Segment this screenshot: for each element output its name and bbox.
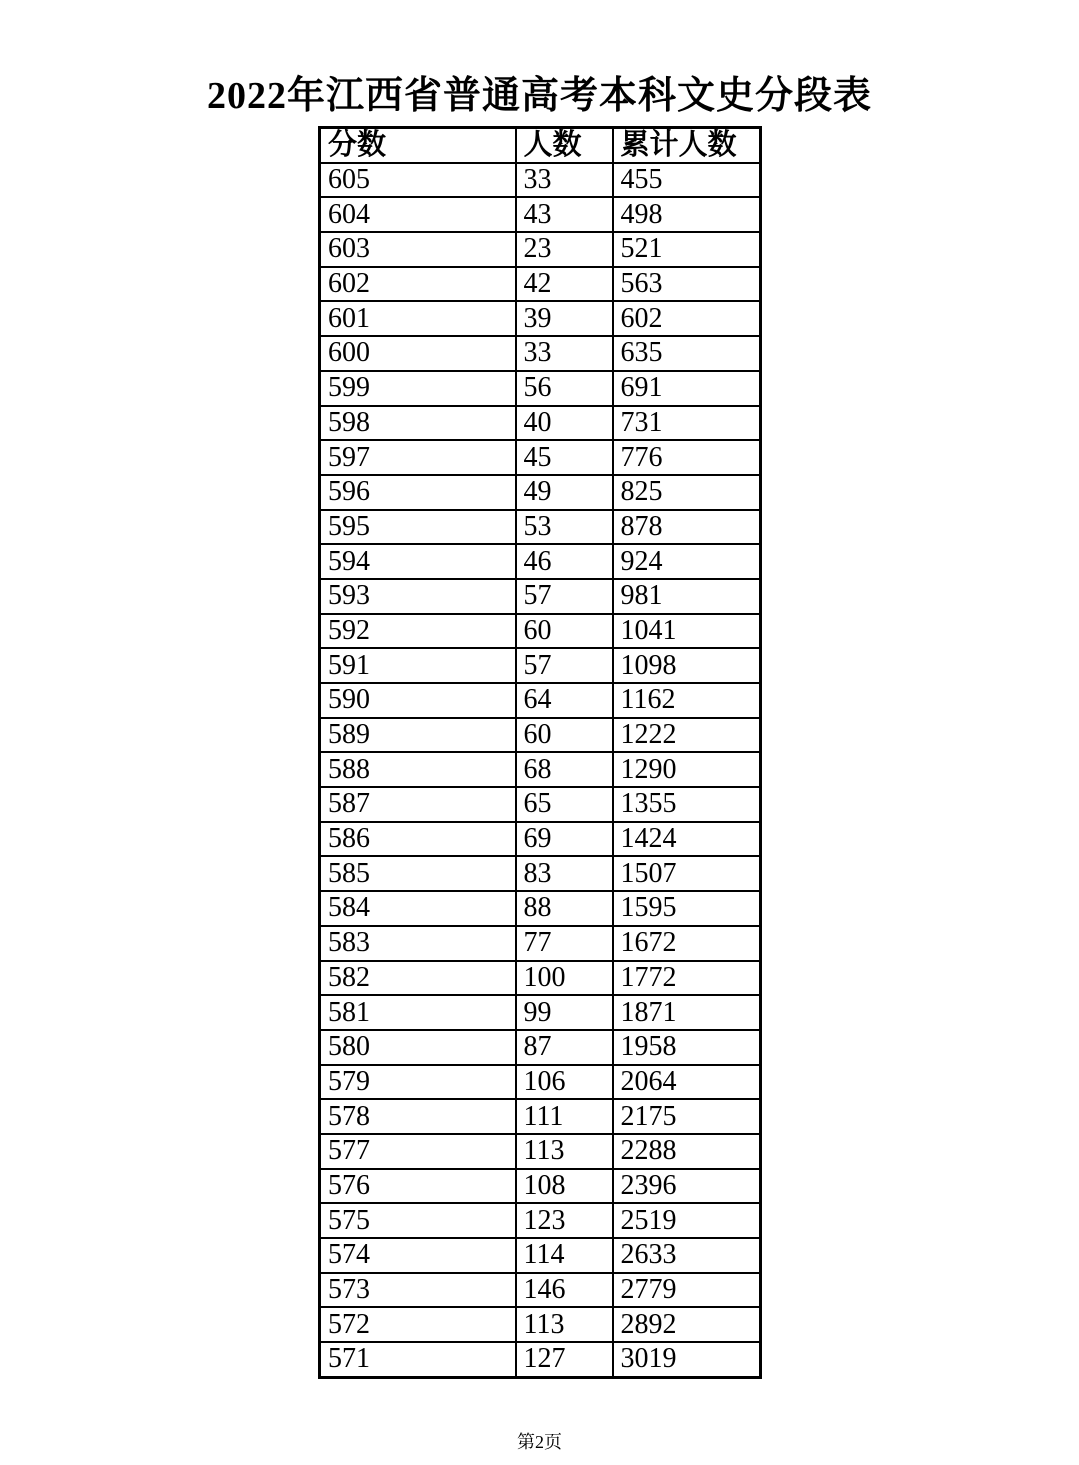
table-row — [320, 1065, 761, 1100]
table-row — [320, 1203, 761, 1238]
table-cell: 2892 — [613, 1307, 761, 1342]
table-row — [320, 1099, 761, 1134]
table-cell: 60 — [516, 614, 613, 649]
table-cell: 43 — [516, 197, 613, 232]
table-cell: 113 — [516, 1307, 613, 1342]
table-cell: 593 — [320, 579, 516, 614]
table-cell: 49 — [516, 475, 613, 510]
table-cell: 108 — [516, 1169, 613, 1204]
table-cell: 581 — [320, 995, 516, 1030]
table-row — [320, 406, 761, 441]
table-row — [320, 891, 761, 926]
table-cell: 596 — [320, 475, 516, 510]
table-cell: 33 — [516, 336, 613, 371]
table-row — [320, 1134, 761, 1169]
table-cell: 588 — [320, 752, 516, 787]
table-cell: 57 — [516, 648, 613, 683]
table-row — [320, 648, 761, 683]
table-row — [320, 787, 761, 822]
table-cell: 68 — [516, 752, 613, 787]
table-cell: 42 — [516, 267, 613, 302]
table-cell: 576 — [320, 1169, 516, 1204]
column-header-cumulative-count: 累计人数 — [613, 128, 761, 163]
table-cell: 594 — [320, 544, 516, 579]
table-cell: 521 — [613, 232, 761, 267]
table-row — [320, 683, 761, 718]
table-row — [320, 197, 761, 232]
table-cell: 1098 — [613, 648, 761, 683]
table-cell: 40 — [516, 406, 613, 441]
table-row — [320, 232, 761, 267]
table-cell: 60 — [516, 718, 613, 753]
table-cell: 578 — [320, 1099, 516, 1134]
table-cell: 87 — [516, 1030, 613, 1065]
table-cell: 598 — [320, 406, 516, 441]
table-row — [320, 1030, 761, 1065]
table-cell: 602 — [320, 267, 516, 302]
table-cell: 1355 — [613, 787, 761, 822]
table-cell: 2396 — [613, 1169, 761, 1204]
table-row — [320, 856, 761, 891]
table-cell: 69 — [516, 822, 613, 857]
table-body — [320, 163, 761, 1378]
table-cell: 731 — [613, 406, 761, 441]
table-row — [320, 475, 761, 510]
table-cell: 39 — [516, 301, 613, 336]
table-cell: 586 — [320, 822, 516, 857]
table-cell: 100 — [516, 961, 613, 996]
table-cell: 1290 — [613, 752, 761, 787]
table-cell: 99 — [516, 995, 613, 1030]
table-cell: 924 — [613, 544, 761, 579]
table-cell: 1424 — [613, 822, 761, 857]
table-cell: 691 — [613, 371, 761, 406]
table-cell: 572 — [320, 1307, 516, 1342]
table-row — [320, 718, 761, 753]
table-cell: 57 — [516, 579, 613, 614]
table-row — [320, 822, 761, 857]
table-cell: 825 — [613, 475, 761, 510]
table-cell: 635 — [613, 336, 761, 371]
table-cell: 587 — [320, 787, 516, 822]
table-row — [320, 961, 761, 996]
table-cell: 575 — [320, 1203, 516, 1238]
table-row — [320, 267, 761, 302]
table-cell: 1222 — [613, 718, 761, 753]
table-cell: 590 — [320, 683, 516, 718]
table-cell: 601 — [320, 301, 516, 336]
table-cell: 53 — [516, 510, 613, 545]
table-cell: 603 — [320, 232, 516, 267]
table-cell: 878 — [613, 510, 761, 545]
table-cell: 88 — [516, 891, 613, 926]
table-row — [320, 579, 761, 614]
table-cell: 111 — [516, 1099, 613, 1134]
table-cell: 573 — [320, 1273, 516, 1308]
table-cell: 602 — [613, 301, 761, 336]
table-row — [320, 1342, 761, 1377]
table-row — [320, 128, 761, 163]
table-cell: 2288 — [613, 1134, 761, 1169]
table-cell: 583 — [320, 926, 516, 961]
table-cell: 582 — [320, 961, 516, 996]
table-cell: 455 — [613, 163, 761, 198]
table-cell: 113 — [516, 1134, 613, 1169]
table-cell: 604 — [320, 197, 516, 232]
table-cell: 1041 — [613, 614, 761, 649]
table-cell: 3019 — [613, 1342, 761, 1377]
table-cell: 592 — [320, 614, 516, 649]
table-cell: 127 — [516, 1342, 613, 1377]
table-cell: 595 — [320, 510, 516, 545]
table-cell: 1162 — [613, 683, 761, 718]
table-row — [320, 926, 761, 961]
page-number: 第2页 — [517, 1432, 562, 1452]
table-row — [320, 510, 761, 545]
table-row — [320, 1169, 761, 1204]
table-cell: 123 — [516, 1203, 613, 1238]
table-row — [320, 1238, 761, 1273]
table-cell: 1871 — [613, 995, 761, 1030]
table-cell: 563 — [613, 267, 761, 302]
table-cell: 2175 — [613, 1099, 761, 1134]
table-cell: 64 — [516, 683, 613, 718]
table-cell: 45 — [516, 440, 613, 475]
table-cell: 65 — [516, 787, 613, 822]
table-cell: 1958 — [613, 1030, 761, 1065]
table-cell: 571 — [320, 1342, 516, 1377]
table-cell: 106 — [516, 1065, 613, 1100]
table-row — [320, 995, 761, 1030]
table-cell: 2779 — [613, 1273, 761, 1308]
table-row — [320, 614, 761, 649]
table-cell: 46 — [516, 544, 613, 579]
table-cell: 1507 — [613, 856, 761, 891]
table-cell: 23 — [516, 232, 613, 267]
table-cell: 574 — [320, 1238, 516, 1273]
table-cell: 1672 — [613, 926, 761, 961]
table-cell: 591 — [320, 648, 516, 683]
table-cell: 1595 — [613, 891, 761, 926]
table-row — [320, 1307, 761, 1342]
table-cell: 776 — [613, 440, 761, 475]
table-cell: 2064 — [613, 1065, 761, 1100]
table-cell: 2633 — [613, 1238, 761, 1273]
table-cell: 585 — [320, 856, 516, 891]
table-row — [320, 752, 761, 787]
table-cell: 114 — [516, 1238, 613, 1273]
score-distribution-table — [318, 126, 762, 1379]
table-row — [320, 163, 761, 198]
table-row — [320, 1273, 761, 1308]
table-cell: 83 — [516, 856, 613, 891]
table-cell: 498 — [613, 197, 761, 232]
table-header-row — [320, 128, 761, 163]
table-cell: 1772 — [613, 961, 761, 996]
table-cell: 597 — [320, 440, 516, 475]
table-cell: 605 — [320, 163, 516, 198]
table-cell: 33 — [516, 163, 613, 198]
table-cell: 600 — [320, 336, 516, 371]
table-cell: 580 — [320, 1030, 516, 1065]
table-row — [320, 440, 761, 475]
page-title: 2022年江西省普通高考本科文史分段表 — [206, 75, 872, 117]
table-cell: 584 — [320, 891, 516, 926]
table-cell: 599 — [320, 371, 516, 406]
table-cell: 981 — [613, 579, 761, 614]
table-cell: 56 — [516, 371, 613, 406]
table-row — [320, 336, 761, 371]
table-row — [320, 371, 761, 406]
table-cell: 589 — [320, 718, 516, 753]
table-row — [320, 544, 761, 579]
table-cell: 2519 — [613, 1203, 761, 1238]
column-header-count: 人数 — [516, 128, 613, 163]
table-row — [320, 301, 761, 336]
table-cell: 146 — [516, 1273, 613, 1308]
table-cell: 77 — [516, 926, 613, 961]
table-cell: 577 — [320, 1134, 516, 1169]
table-cell: 579 — [320, 1065, 516, 1100]
column-header-score: 分数 — [320, 128, 516, 163]
